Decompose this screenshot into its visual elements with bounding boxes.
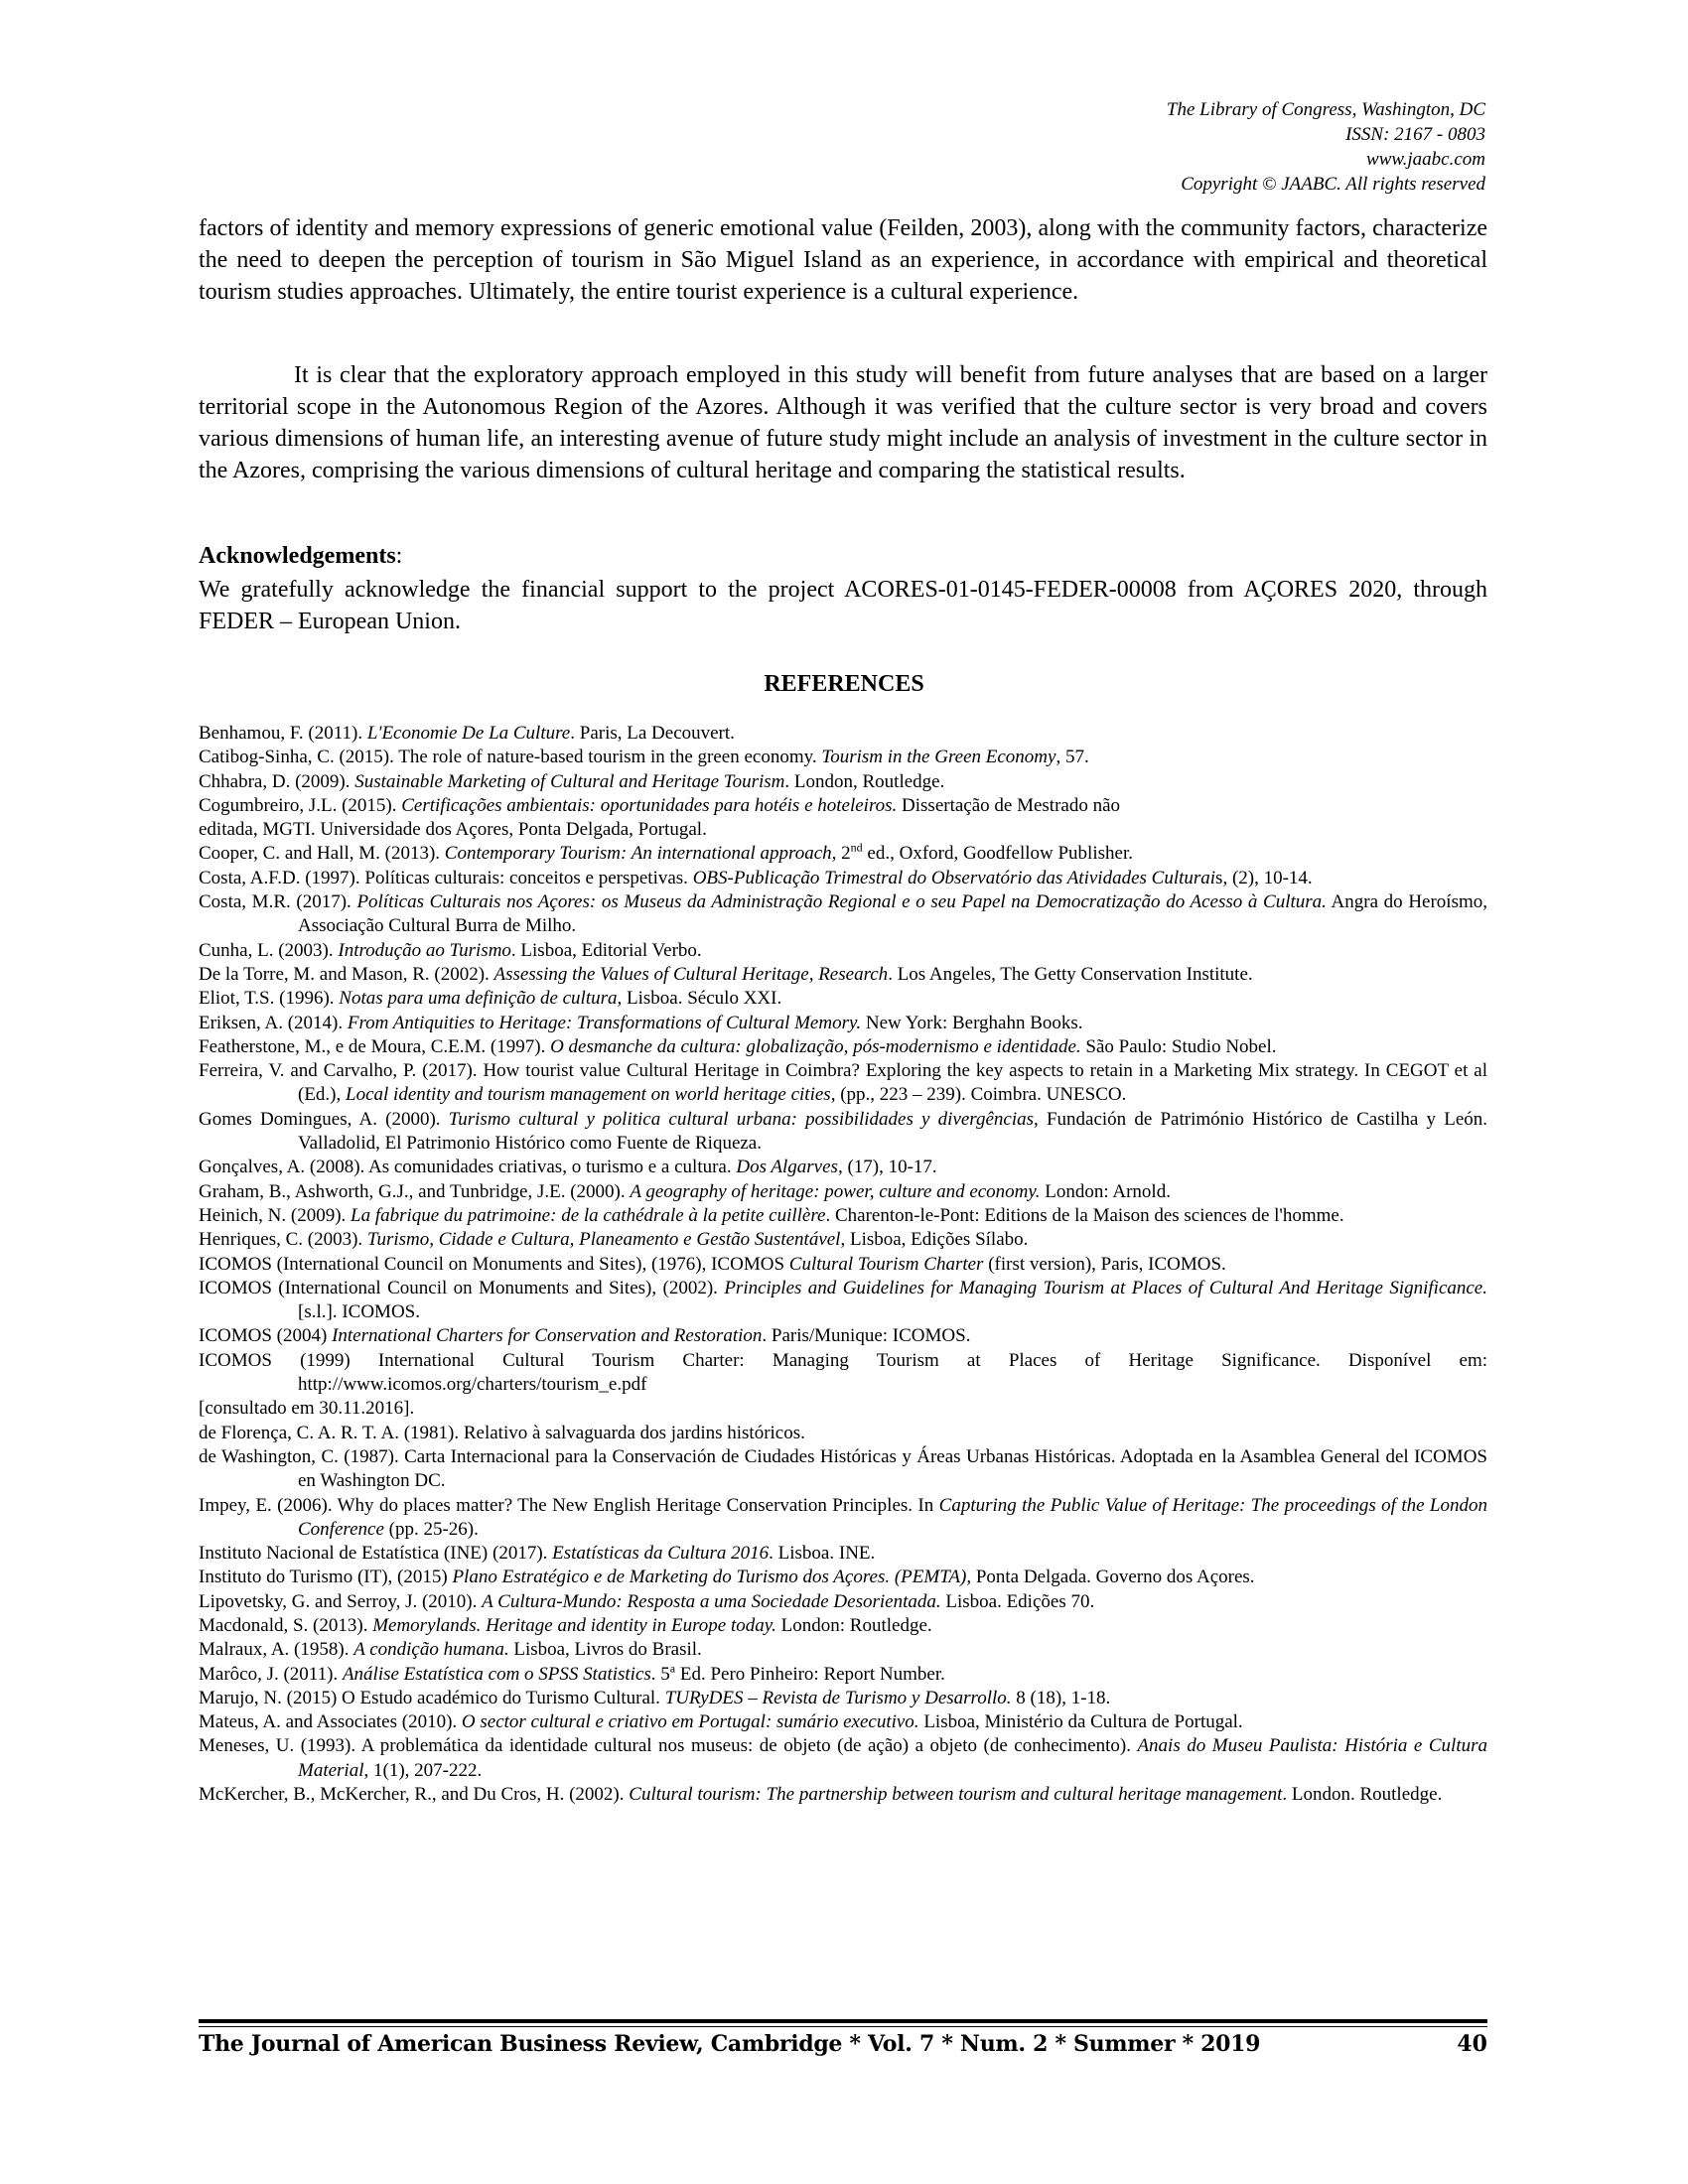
reference-text: Impey, E. (2006). Why do places matter? The New English Heritage Conservation Principles. In [199, 1494, 939, 1516]
reference-title: A Cultura-Mundo: Resposta a uma Sociedade Desorientada. [482, 1590, 941, 1612]
reference-text: . London. Routledge. [1282, 1784, 1443, 1806]
header-website: www.jaabc.com [1366, 149, 1485, 170]
reference-title: Capturing the Public Value of Heritage: The proceedings of the London Conference [298, 1494, 1487, 1540]
reference-text: Chhabra, D. (2009). [199, 770, 355, 792]
reference-text: Eliot, T.S. (1996). [199, 988, 340, 1010]
footer-rule-thick [199, 2019, 1487, 2023]
reference-title: From Antiquities to Heritage: Transformations of Cultural Memory. [347, 1012, 862, 1033]
reference-text: , 57. [1055, 747, 1089, 768]
reference-text: nd [850, 841, 863, 856]
header-copyright: Copyright © JAABC. All rights reserved [1181, 174, 1485, 195]
reference-title: Memorylands. Heritage and identity in Europe today. [372, 1614, 776, 1636]
reference-text: Lisboa, Ministério da Cultura de Portugal. [918, 1711, 1243, 1733]
reference-entry [199, 1156, 1487, 1179]
reference-entry [199, 794, 1487, 818]
reference-entry [199, 1204, 1487, 1228]
reference-text: Eriksen, A. (2014). [199, 1012, 348, 1033]
reference-entry [199, 1663, 1487, 1687]
reference-title: Principles and Guidelines for Managing Tourism at Places of Cultural And Heritage Significance. [724, 1277, 1487, 1298]
reference-title: Sustainable Marketing of Cultural and Heritage Tourism [354, 770, 785, 792]
reference-text: Ponta Delgada. Governo dos Açores. [971, 1567, 1255, 1588]
reference-text: Graham, B., Ashworth, G.J., and Tunbridge, J.E. (2000). [199, 1180, 631, 1202]
reference-text: . Lisboa. INE. [769, 1543, 876, 1565]
reference-title: Introdução ao Turismo [338, 939, 511, 961]
body-paragraph-2: It is clear that the exploratory approach employed in this study will benefit from future analyses that are based on a larger territorial scope in the Autonomous Region of the Azores. Although it was verified that the culture sector is very broad and covers various dimensions of human life, an interesting avenue of future study might include an analysis of investment in the culture sector in the Azores, comprising the various dimensions of cultural heritage and comparing the statistical results. [199, 362, 1487, 483]
acknowledgements-colon: : [395, 543, 403, 569]
reference-text: Gonçalves, A. (2008). As comunidades criativas, o turismo e a cultura. [199, 1157, 737, 1178]
reference-entry [199, 1180, 1487, 1204]
reference-entry [199, 1783, 1487, 1807]
reference-entry [199, 1397, 1487, 1421]
reference-entry [199, 1035, 1487, 1059]
reference-title: OBS-Publicação Trimestral do Observatório das Atividades Culturai [692, 867, 1216, 888]
reference-text: Costa, A.F.D. (1997). Políticas culturais: conceitos e perspetivas. [199, 867, 693, 888]
reference-text: s, (2), 10-14. [1215, 867, 1313, 888]
footer-journal-info: The Journal of American Business Review, Cambridge * Vol. 7 * Num. 2 * Summer * 2019 [199, 2031, 1261, 2057]
reference-title: L'Economie De La Culture [366, 723, 571, 744]
reference-text: , (17), 10-17. [837, 1157, 937, 1178]
reference-text: , Lisboa. Século XXI. [617, 988, 782, 1010]
reference-text: New York: Berghahn Books. [861, 1012, 1083, 1033]
reference-entry [199, 890, 1487, 939]
reference-text: (first version), Paris, ICOMOS. [983, 1253, 1226, 1275]
reference-text: Marujo, N. (2015) O Estudo académico do Turismo Cultural. [199, 1687, 665, 1708]
reference-entry [199, 1734, 1487, 1783]
reference-text: Heinich, N. (2009). [199, 1204, 352, 1226]
reference-entry [199, 1590, 1487, 1614]
reference-title: Cultural tourism: The partnership between tourism and cultural heritage management [629, 1784, 1283, 1806]
reference-entry [199, 1108, 1487, 1157]
journal-header [790, 97, 1485, 197]
reference-text: Gomes Domingues, A. (2000). [199, 1108, 449, 1130]
reference-text: ed., Oxford, Goodfellow Publisher. [862, 843, 1133, 865]
reference-list [199, 722, 1487, 1807]
reference-title: Tourism in the Green Economy [821, 747, 1056, 768]
reference-entry [199, 1324, 1487, 1348]
reference-text: Marôco, J. (2011). [199, 1663, 343, 1685]
reference-text: . Paris, La Decouvert. [570, 723, 735, 744]
reference-title: Estatísticas da Cultura 2016 [552, 1543, 770, 1565]
reference-text: . Lisboa, Editorial Verbo. [510, 939, 702, 961]
reference-entry [199, 867, 1487, 890]
reference-text: (pp., 223 – 239). Coimbra. UNESCO. [835, 1084, 1127, 1106]
reference-entry [199, 746, 1487, 769]
reference-text: Lisboa, Livros do Brasil. [508, 1639, 702, 1661]
reference-title: Notas para uma definição de cultura [339, 988, 618, 1010]
reference-text: , Lisboa, Edições Sílabo. [840, 1229, 1029, 1251]
reference-entry [199, 770, 1487, 794]
reference-title: Dos Algarves [736, 1157, 838, 1178]
body-paragraph-1: factors of identity and memory expressions of generic emotional value (Feilden, 2003), along with the community factors, characterize the need to deepen the perception of tourism in São Miguel Island as an experience, in accordance with empirical and theoretical tourism studies approaches. Ultimately, the entire tourist experience is a cultural experience. [199, 215, 1487, 305]
reference-title: Local identity and tourism management on world heritage cities, [346, 1084, 836, 1106]
reference-text: Fundación de Património Histórico de Castilha y León. Valladolid, El Patrimonio Histórico como Fuente de Riqueza. [298, 1108, 1488, 1155]
reference-text: [consultado em 30.11.2016]. [199, 1398, 415, 1420]
reference-text: Cunha, L. (2003). [199, 939, 339, 961]
page-number: 40 [1457, 2031, 1487, 2057]
reference-title: Políticas Culturais nos Açores: os Museus da Administração Regional e o seu Papel na Democratização do Acesso à Cultura. [356, 891, 1327, 913]
reference-title: A condição humana. [353, 1639, 509, 1661]
reference-entry [199, 1253, 1487, 1277]
reference-title: Cultural Tourism Charter [788, 1253, 984, 1275]
reference-text: ICOMOS (2004) [199, 1325, 333, 1347]
reference-text: (pp. 25-26). [383, 1518, 479, 1540]
reference-text: Ferreira, V. and Carvalho, P. (2017). How tourist value Cultural Heritage in Coimbra? Exploring the key aspects to retain in a Marketing Mix strategy. In CEGOT et al (Ed.), [199, 1060, 1487, 1106]
reference-text: Lisboa. Edições 70. [940, 1590, 1095, 1612]
reference-text: Instituto do Turismo (IT), (2015) [199, 1567, 453, 1588]
reference-text: de Florença, C. A. R. T. A. (1981). Relativo à salvaguarda dos jardins históricos. [199, 1422, 805, 1443]
reference-text: 8 (18), 1-18. [1011, 1687, 1111, 1708]
reference-title: Turismo, Cidade e Cultura, Planeamento e Gestão Sustentável [366, 1229, 841, 1251]
acknowledgements-text: We gratefully acknowledge the financial support to the project ACORES-01-0145-FEDER-00008 from AÇORES 2020, through FEDER – European Union. [199, 577, 1487, 634]
reference-entry [199, 939, 1487, 963]
reference-text: , 1(1), 207-222. [363, 1759, 483, 1781]
header-issn: ISSN: 2167 - 0803 [1345, 124, 1485, 145]
reference-entry [199, 1422, 1487, 1445]
reference-text: McKercher, B., McKercher, R., and Du Cros, H. (2002). [199, 1784, 630, 1806]
reference-text: Featherstone, M., e de Moura, C.E.M. (1997). [199, 1035, 551, 1057]
reference-text: London: Routledge. [775, 1614, 932, 1636]
references-heading: REFERENCES [764, 671, 924, 697]
reference-text: De la Torre, M. and Mason, R. (2002). [199, 963, 494, 985]
reference-title: O sector cultural e criativo em Portugal: sumário executivo. [461, 1711, 919, 1733]
reference-entry [199, 1012, 1487, 1035]
reference-text: . London, Routledge. [784, 770, 945, 792]
acknowledgements-title: Acknowledgements [199, 543, 396, 569]
reference-text: Angra do Heroísmo, Associação Cultural Burra de Milho. [298, 891, 1487, 937]
reference-entry [199, 963, 1487, 987]
reference-text: . 5 [650, 1663, 670, 1685]
reference-entry [199, 987, 1487, 1011]
reference-text: Malraux, A. (1958). [199, 1639, 354, 1661]
reference-text: Costa, M.R. (2017). [199, 891, 357, 913]
reference-entry [199, 1566, 1487, 1589]
reference-entry [199, 818, 1487, 842]
reference-text: Benhamou, F. (2011). [199, 723, 367, 744]
reference-entry [199, 1445, 1487, 1494]
reference-text: . Paris/Munique: ICOMOS. [762, 1325, 971, 1347]
reference-entry [199, 1349, 1487, 1398]
footer-rule-thin [199, 2026, 1487, 2027]
reference-entry [199, 842, 1487, 866]
reference-text: [s.l.]. ICOMOS. [298, 1301, 420, 1323]
reference-entry [199, 1228, 1487, 1252]
reference-entry [199, 1614, 1487, 1638]
reference-entry [199, 1277, 1487, 1325]
reference-text: ICOMOS (International Council on Monuments and Sites), (2002). [199, 1277, 725, 1298]
reference-title: Assessing the Values of Cultural Heritage, Research [493, 963, 889, 985]
reference-text: editada, MGTI. Universidade dos Açores, Ponta Delgada, Portugal. [199, 819, 707, 841]
reference-text: Dissertação de Mestrado não [897, 794, 1121, 816]
reference-title: International Charters for Conservation and Restoration [332, 1325, 763, 1347]
reference-text: Macdonald, S. (2013). [199, 1614, 373, 1636]
reference-entry [199, 722, 1487, 746]
reference-text: London: Arnold. [1040, 1180, 1171, 1202]
reference-title: Análise Estatística com o SPSS Statistics [342, 1663, 651, 1685]
reference-title: O desmanche da cultura: globalização, pós-modernismo e identidade. [550, 1035, 1081, 1057]
reference-text: Henriques, C. (2003). [199, 1229, 367, 1251]
reference-text: , 2 [831, 843, 851, 865]
reference-text: de Washington, C. (1987). Carta Internacional para la Conservación de Ciudades Históricas y Áreas Urbanas Históricas. Adoptada en la Asamblea General del ICOMOS en Washington DC. [199, 1445, 1487, 1492]
reference-text: Catibog-Sinha, C. (2015). The role of nature-based tourism in the green economy. [199, 747, 822, 768]
reference-text: Ed. Pero Pinheiro: Report Number. [675, 1663, 945, 1685]
reference-entry [199, 1542, 1487, 1566]
acknowledgements-heading [199, 540, 402, 572]
reference-text: Mateus, A. and Associates (2010). [199, 1711, 462, 1733]
reference-entry [199, 1710, 1487, 1734]
reference-text: . Charenton-le-Pont: Editions de la Maison des sciences de l'homme. [825, 1204, 1344, 1226]
reference-title: A geography of heritage: power, culture and economy. [630, 1180, 1041, 1202]
reference-entry [199, 1638, 1487, 1662]
reference-text: Meneses, U. (1993). A problemática da identidade cultural nos museus: de objeto (de ação) a objeto (de conhecimento). [199, 1735, 1138, 1757]
reference-text: Cogumbreiro, J.L. (2015). [199, 794, 402, 816]
reference-title: Turismo cultural y politica cultural urbana: possibilidades y divergências, [448, 1108, 1039, 1130]
reference-title: TURyDES – Revista de Turismo y Desarrollo. [664, 1687, 1012, 1708]
reference-text: a [669, 1661, 676, 1676]
reference-entry [199, 1687, 1487, 1710]
reference-text: ICOMOS (International Council on Monuments and Sites), (1976), ICOMOS [199, 1253, 789, 1275]
reference-text: ICOMOS (1999) International Cultural Tourism Charter: Managing Tourism at Places of Heritage Significance. Disponível em: http://www.icomos.org/charters/tourism_e.pdf [199, 1349, 1487, 1396]
reference-text: Lipovetsky, G. and Serroy, J. (2010). [199, 1590, 483, 1612]
reference-text: Cooper, C. and Hall, M. (2013). [199, 843, 445, 865]
reference-title: Contemporary Tourism: An international approach [444, 843, 832, 865]
reference-text: São Paulo: Studio Nobel. [1080, 1035, 1277, 1057]
reference-title: Anais do Museu Paulista: História e Cultura Material [298, 1735, 1487, 1781]
reference-entry [199, 1494, 1487, 1543]
reference-text: Instituto Nacional de Estatística (INE) (2017). [199, 1543, 553, 1565]
reference-entry [199, 1059, 1487, 1108]
reference-title: Plano Estratégico e de Marketing do Turismo dos Açores. (PEMTA), [452, 1567, 972, 1588]
reference-title: La fabrique du patrimoine: de la cathédrale à la petite cuillère [351, 1204, 826, 1226]
header-library: The Library of Congress, Washington, DC [1166, 99, 1485, 120]
reference-text: . Los Angeles, The Getty Conservation Institute. [888, 963, 1253, 985]
reference-title: Certificações ambientais: oportunidades para hotéis e hoteleiros. [401, 794, 898, 816]
